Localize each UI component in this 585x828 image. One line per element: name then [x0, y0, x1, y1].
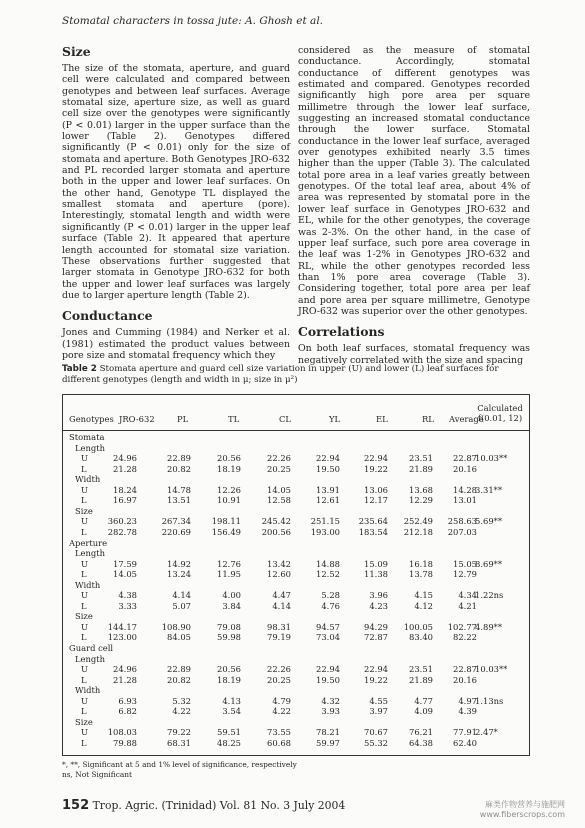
table-cell: 22.26	[267, 664, 291, 675]
row-label: Width	[75, 474, 101, 485]
table-cell: 4.39	[458, 706, 477, 717]
row-label: Length	[75, 442, 106, 453]
table-cell: 4.23	[369, 600, 388, 611]
table-cell: 4.47	[272, 590, 291, 601]
table-cell: 94.57	[316, 621, 340, 632]
table-cell: 12.60	[267, 569, 291, 580]
table-cell: 18.24	[113, 484, 137, 495]
table-cell: 11.95	[217, 569, 241, 580]
table-cell: 3.96	[369, 590, 388, 601]
conductance-heading: Conductance	[62, 308, 153, 324]
table-row	[63, 580, 529, 590]
table-cell: 12.26	[217, 484, 241, 495]
table-cell: 77.91	[453, 727, 477, 738]
table-caption-label: Table 2	[62, 364, 97, 374]
table-row	[63, 538, 529, 548]
table-cell: 6.93	[118, 695, 137, 706]
table-cell: 12.52	[316, 569, 340, 580]
table-row	[63, 527, 529, 537]
table-row	[63, 506, 529, 516]
table-cell: 14.88	[316, 558, 340, 569]
table-cell: 84.05	[167, 632, 191, 643]
row-label: L	[81, 463, 87, 474]
table-row	[63, 717, 529, 727]
table-cell: 22.89	[167, 664, 191, 675]
header-yl: YL	[329, 414, 341, 424]
header-pl: PL	[177, 414, 189, 424]
table-cell: 20.16	[453, 674, 477, 685]
table-cell: 13.91	[316, 484, 340, 495]
table-cell: 22.94	[316, 453, 340, 464]
page-footer	[62, 798, 345, 813]
row-label: Size	[75, 611, 93, 622]
table-cell: 22.26	[267, 453, 291, 464]
table-cell: 59.51	[217, 727, 241, 738]
table-cell: 15.05	[453, 558, 477, 569]
table-row	[63, 727, 529, 737]
table-cell: 183.54	[358, 526, 388, 537]
row-label: U	[81, 484, 89, 495]
table-cell: 3.54	[222, 706, 241, 717]
header-el: EL	[376, 414, 388, 424]
table-row	[63, 432, 529, 442]
footnote-ns: ns, Not Significant	[62, 769, 132, 779]
table-cell: 8.69**	[475, 558, 503, 569]
table-cell: 108.03	[107, 727, 137, 738]
table-cell: 1.13ns	[475, 695, 504, 706]
right-column	[298, 45, 530, 366]
table-cell: 4.21	[458, 600, 477, 611]
table-cell: 94.29	[364, 621, 388, 632]
table-row	[63, 685, 529, 695]
table-cell: 22.94	[316, 664, 340, 675]
table-cell: 73.04	[316, 632, 340, 643]
table-row	[63, 675, 529, 685]
table-cell: 14.05	[113, 569, 137, 580]
table-cell: 123.00	[107, 632, 137, 643]
table-cell: 5.28	[321, 590, 340, 601]
table-cell: 73.55	[267, 727, 291, 738]
table-cell: 83.40	[409, 632, 433, 643]
table-cell: 3.33	[118, 600, 137, 611]
table-cell: 22.87	[453, 664, 477, 675]
table-cell: 10.03**	[475, 664, 508, 675]
table-cell: 19.50	[316, 463, 340, 474]
table-row	[63, 569, 529, 579]
row-label: L	[81, 526, 87, 537]
table-cell: 19.22	[364, 674, 388, 685]
row-label: U	[81, 695, 89, 706]
table-cell: 252.49	[403, 516, 433, 527]
table-cell: 12.61	[316, 495, 340, 506]
table-cell: 6.82	[118, 706, 137, 717]
table-cell: 3.31**	[475, 484, 503, 495]
row-label: U	[81, 621, 89, 632]
table-cell: 19.50	[316, 674, 340, 685]
table-footnote	[62, 760, 322, 779]
table-cell: 22.89	[167, 453, 191, 464]
table-cell: 16.97	[113, 495, 137, 506]
row-label: L	[81, 706, 87, 717]
table-row	[63, 664, 529, 674]
table-cell: 235.64	[358, 516, 388, 527]
table-cell: 10.03**	[475, 453, 508, 464]
table-cell: 245.42	[261, 516, 291, 527]
table-row	[63, 474, 529, 484]
table-cell: 251.15	[310, 516, 340, 527]
table-cell: 10.91	[217, 495, 241, 506]
table-cell: 4.55	[369, 695, 388, 706]
table-cell: 23.51	[409, 453, 433, 464]
page-number: 152	[62, 798, 90, 813]
table-cell: 22.94	[364, 664, 388, 675]
table-cell: 4.38	[118, 590, 137, 601]
table-cell: 4.22	[172, 706, 191, 717]
table-cell: 21.89	[409, 463, 433, 474]
row-label: Size	[75, 505, 93, 516]
row-label: Length	[75, 548, 106, 559]
row-label: Aperture	[69, 537, 108, 548]
table-row	[63, 516, 529, 526]
row-label: L	[81, 600, 87, 611]
table-cell: 4.15	[414, 590, 433, 601]
table-cell: 14.78	[167, 484, 191, 495]
table-cell: 12.29	[409, 495, 433, 506]
table-cell: 193.00	[310, 526, 340, 537]
header-calculated-line2: f(0.01, 12)	[477, 413, 523, 423]
row-label: Stomata	[69, 432, 105, 442]
running-head: Stomatal characters in tossa jute: A. Ghosh et al.	[62, 15, 324, 27]
data-table	[62, 394, 530, 756]
table-row	[63, 453, 529, 463]
table-cell: 13.24	[167, 569, 191, 580]
row-label: U	[81, 558, 89, 569]
table-cell: 11.38	[364, 569, 388, 580]
row-label: L	[81, 632, 87, 643]
table-cell: 156.49	[211, 526, 241, 537]
table-cell: 82.22	[453, 632, 477, 643]
table-cell: 20.16	[453, 463, 477, 474]
table-cell: 267.34	[161, 516, 191, 527]
header-rl: RL	[422, 414, 434, 424]
table-cell: 4.77	[414, 695, 433, 706]
table-cell: 72.87	[364, 632, 388, 643]
table-cell: 79.19	[267, 632, 291, 643]
table-header-row	[63, 395, 529, 431]
row-label: Width	[75, 579, 101, 590]
table-cell: 14.05	[267, 484, 291, 495]
table-cell: 212.18	[403, 526, 433, 537]
table-cell: 207.03	[447, 526, 477, 537]
table-cell: 22.87	[453, 453, 477, 464]
table-row	[63, 485, 529, 495]
table-cell: 79.88	[113, 737, 137, 748]
table-cell: 20.82	[167, 463, 191, 474]
row-label: L	[81, 737, 87, 748]
table-row	[63, 738, 529, 748]
table-cell: 200.56	[261, 526, 291, 537]
table-cell: 220.69	[161, 526, 191, 537]
header-jro632: JRO-632	[119, 414, 155, 424]
table-cell: 4.79	[272, 695, 291, 706]
header-average: Average	[449, 414, 484, 424]
table-cell: 198.11	[211, 516, 241, 527]
table-cell: 62.40	[453, 737, 477, 748]
table-cell: 4.14	[272, 600, 291, 611]
table-cell: 79.22	[167, 727, 191, 738]
table-cell: 23.51	[409, 664, 433, 675]
table-cell: 12.79	[453, 569, 477, 580]
left-column	[62, 45, 290, 361]
row-label: Width	[75, 685, 101, 696]
header-cl: CL	[279, 414, 291, 424]
row-label: L	[81, 569, 87, 580]
table-cell: 21.28	[113, 463, 137, 474]
table-cell: 48.25	[217, 737, 241, 748]
size-heading: Size	[62, 44, 91, 59]
table-cell: 18.19	[217, 674, 241, 685]
table-row	[63, 696, 529, 706]
row-label: Length	[75, 653, 106, 664]
table-row	[63, 590, 529, 600]
table-cell: 4.32	[321, 695, 340, 706]
table-cell: 5.07	[172, 600, 191, 611]
table-cell: 258.63	[447, 516, 477, 527]
table-cell: 12.58	[267, 495, 291, 506]
table-cell: 19.22	[364, 463, 388, 474]
journal-citation: Trop. Agric. (Trinidad) Vol. 81 No. 3 July 2004	[92, 799, 346, 812]
header-tl: TL	[228, 414, 240, 424]
table-caption-text: Stomata aperture and guard cell size variation in upper (U) and lower (L) leaf surfaces for different genotypes (length and width in μ; size in μ²)	[62, 364, 499, 385]
row-label: U	[81, 727, 89, 738]
table-cell: 5.69**	[475, 516, 503, 527]
table-row	[63, 643, 529, 653]
correlations-heading: Correlations	[298, 324, 385, 340]
row-label: U	[81, 516, 89, 527]
table-cell: 78.21	[316, 727, 340, 738]
footnote-significance: *, **, Significant at 5 and 1% level of significance, respectively	[62, 760, 297, 769]
table-cell: 20.56	[217, 664, 241, 675]
table-cell: 59.98	[217, 632, 241, 643]
header-genotypes: Genotypes	[69, 414, 114, 424]
table-cell: 21.89	[409, 674, 433, 685]
row-label: U	[81, 664, 89, 675]
table-cell: 15.09	[364, 558, 388, 569]
table-cell: 4.13	[222, 695, 241, 706]
table-cell: 20.82	[167, 674, 191, 685]
table-cell: 12.76	[217, 558, 241, 569]
table-cell: 108.90	[161, 621, 191, 632]
table-cell: 5.32	[172, 695, 191, 706]
table-cell: 12.17	[364, 495, 388, 506]
table-row	[63, 706, 529, 716]
table-caption	[62, 364, 532, 385]
table-cell: 4.12	[414, 600, 433, 611]
table-row	[63, 611, 529, 621]
watermark	[480, 800, 565, 820]
table-cell: 4.14	[172, 590, 191, 601]
table-cell: 4.97	[458, 695, 477, 706]
table-cell: 4.89**	[475, 621, 503, 632]
table-cell: 14.28	[453, 484, 477, 495]
table-cell: 4.22	[272, 706, 291, 717]
table-cell: 3.84	[222, 600, 241, 611]
table-row	[63, 622, 529, 632]
row-label: L	[81, 495, 87, 506]
table-cell: 79.08	[217, 621, 241, 632]
table-cell: 70.67	[364, 727, 388, 738]
header-calculated	[471, 403, 529, 423]
table-cell: 1.22ns	[475, 590, 504, 601]
table-cell: 20.25	[267, 674, 291, 685]
table-row	[63, 654, 529, 664]
table-cell: 14.92	[167, 558, 191, 569]
row-label: U	[81, 453, 89, 464]
table-cell: 24.96	[113, 453, 137, 464]
row-label: Size	[75, 716, 93, 727]
table-cell: 4.00	[222, 590, 241, 601]
row-label: U	[81, 590, 89, 601]
table-cell: 13.06	[364, 484, 388, 495]
table-cell: 60.68	[267, 737, 291, 748]
table-row	[63, 632, 529, 642]
table-cell: 13.68	[409, 484, 433, 495]
watermark-line1: 麻类作物营养与施肥网	[485, 800, 565, 809]
table-row	[63, 601, 529, 611]
size-paragraph: The size of the stomata, aperture, and guard cell were calculated and compared between genotypes and between leaf surfaces. Average stomatal size, aperture size, as well as guard cell size over the genotypes were significantly (P < 0.01) larger in the upper surface than the lower (Table 2). Genotypes differed significantly (P < 0.01) only for the size of stomata and aperture. Both Genotypes JRO-632 and PL recorded larger stomata and aperture both in the upper and lower leaf surfaces. On the other hand, Genotype TL displayed the smallest stomata and aperture (pore). Interestingly, stomatal length and width were significantly (P < 0.01) larger in the upper leaf surface (Table 2). It appeared that aperture length accounted for stomatal size variation. These observations further suggested that larger stomata in Genotype JRO-632 for both the upper and lower leaf surfaces was largely due to larger aperture length (Table 2).	[62, 63, 290, 301]
watermark-line2: www.fiberscrops.com	[479, 810, 565, 819]
table-cell: 16.18	[409, 558, 433, 569]
table-cell: 13.42	[267, 558, 291, 569]
correlations-paragraph: On both leaf surfaces, stomatal frequency was negatively correlated with the size and spacing	[298, 343, 530, 366]
table-cell: 102.77	[447, 621, 477, 632]
table-cell: 21.28	[113, 674, 137, 685]
table-cell: 4.34	[458, 590, 477, 601]
row-label: Guard cell	[69, 643, 114, 653]
table-cell: 13.51	[167, 495, 191, 506]
table-row	[63, 443, 529, 453]
table-row	[63, 495, 529, 505]
table-cell: 64.38	[409, 737, 433, 748]
table-cell: 360.23	[107, 516, 137, 527]
table-cell: 3.97	[369, 706, 388, 717]
table-cell: 17.59	[113, 558, 137, 569]
table-cell: 2.47*	[475, 727, 498, 738]
table-cell: 282.78	[107, 526, 137, 537]
table-row	[63, 548, 529, 558]
table-row	[63, 464, 529, 474]
table-cell: 68.31	[167, 737, 191, 748]
row-label: L	[81, 674, 87, 685]
table-cell: 76.21	[409, 727, 433, 738]
table-cell: 4.76	[321, 600, 340, 611]
table-row	[63, 559, 529, 569]
header-calculated-line1: Calculated	[477, 403, 523, 413]
table-cell: 18.19	[217, 463, 241, 474]
table-cell: 20.56	[217, 453, 241, 464]
table-cell: 100.05	[403, 621, 433, 632]
table-cell: 144.17	[107, 621, 137, 632]
table-cell: 13.01	[453, 495, 477, 506]
conductance-paragraph: Jones and Cumming (1984) and Nerker et al. (1981) estimated the product values between pore size and stomatal frequency which they	[62, 327, 290, 361]
table-cell: 20.25	[267, 463, 291, 474]
table-cell: 24.96	[113, 664, 137, 675]
table-cell: 3.93	[321, 706, 340, 717]
conductance-continued-paragraph: considered as the measure of stomatal conductance. Accordingly, stomatal conductance of different genotypes was estimated and compared. Genotypes recorded significantly high pore area per square millimetre through the lower leaf surface, suggesting an increased stomatal conductance through the lower surface. Stomatal conductance in the lower leaf surface, averaged over genotypes exhibited nearly 3.5 times higher than the upper (Table 3). The calculated total pore area in a leaf varies greatly between genotypes. Of the total leaf area, about 4% of area was represented by stomatal pore in the lower leaf surface in Genotypes JRO-632 and EL, while for the other genotypes, the coverage was 2-3%. On the other hand, in the case of upper leaf surface, such pore area coverage in the leaf was 1-2% in Genotypes JRO-632 and RL, while the other genotypes recorded less than 1% pore area coverage (Table 3). Considering together, total pore area per leaf and pore area per square millimetre, Genotype JRO-632 was superior over the other genotypes.	[298, 45, 530, 317]
table-cell: 98.31	[267, 621, 291, 632]
table-cell: 59.97	[316, 737, 340, 748]
table-cell: 22.94	[364, 453, 388, 464]
table-cell: 55.32	[364, 737, 388, 748]
table-cell: 4.09	[414, 706, 433, 717]
table-cell: 13.78	[409, 569, 433, 580]
